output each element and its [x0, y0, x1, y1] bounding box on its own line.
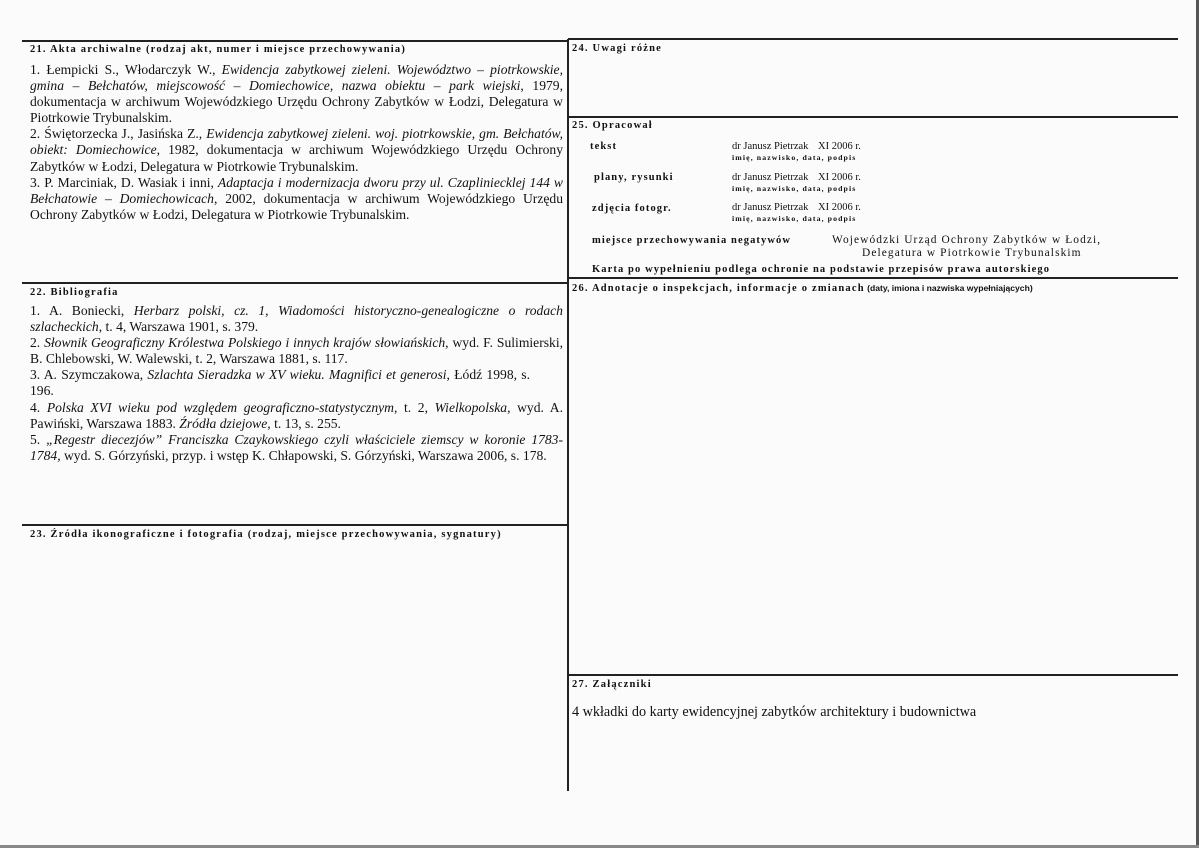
- section-22-title: 22. Bibliografia: [30, 287, 119, 298]
- section-25-title: 25. Opracował: [572, 120, 653, 131]
- section-26-title-note: (daty, imiona i nazwiska wypełniających): [864, 283, 1033, 293]
- top-border-left: [22, 40, 568, 42]
- section-22-body: [30, 303, 563, 464]
- negatives-location-line-1: Wojewódzki Urząd Ochrony Zabytków w Łodzi,: [832, 234, 1102, 246]
- prepared-photos-caption: imię, nazwisko, data, podpis: [732, 214, 857, 223]
- section-27-title: 27. Załączniki: [572, 679, 652, 690]
- divider-21-22: [22, 282, 568, 284]
- center-divider: [567, 39, 569, 791]
- bibliography-entry-5: 5. „Regestr diecezjów” Franciszka Czaykowskiego czyli właściciele ziemscy w koronie 1783-1784, wyd. S. Górzyński, przyp. i wstęp K. Chłapowski, S. Górzyński, Warszawa 2006, s. 178.: [30, 431, 563, 463]
- bibliography-entry-1: 1. A. Boniecki, Herbarz polski, cz. 1, Wiadomości historyczno-genealogiczne o rodach szlacheckich, t. 4, Warszawa 1901, s. 379.: [30, 303, 563, 335]
- prepared-text-date: XI 2006 r.: [818, 141, 861, 152]
- section-21-body: [30, 62, 563, 223]
- prepared-photos-author: dr Janusz Pietrzak: [732, 202, 809, 213]
- divider-24-25: [568, 116, 1178, 118]
- section-24-title: 24. Uwagi różne: [572, 43, 663, 54]
- divider-25-26: [568, 277, 1178, 279]
- prepared-text-label: tekst: [590, 141, 618, 152]
- archive-entry-3: 3. P. Marciniak, D. Wasiak i inni, Adaptacja i modernizacja dworu przy ul. Czapliniecklej 144 w Bełchatowie – Domiechowicach, 2002, dokumentacja w archiwum Wojewódzkiego Urzędu Ochrony Zabytków w Łodzi, Delegatura w Piotrkowie Trybunalskim.: [30, 174, 563, 222]
- prepared-photos-label: zdjęcia fotogr.: [592, 203, 672, 214]
- prepared-plans-author: dr Janusz Pietrzak: [732, 172, 809, 183]
- attachments-text: 4 wkładki do karty ewidencyjnej zabytków architektury i budownictwa: [572, 704, 977, 720]
- negatives-location-label: miejsce przechowywania negatywów: [592, 235, 792, 246]
- prepared-text-author: dr Janusz Pietrzak: [732, 141, 809, 152]
- section-26-title: 26. Adnotacje o inspekcjach, informacje o zmianach (daty, imiona i nazwiska wypełniających): [572, 283, 1033, 294]
- archive-entry-1: 1. Łempicki S., Włodarczyk W., Ewidencja zabytkowej zieleni. Województwo – piotrkowskie, gmina – Bełchatów, miejscowość – Domiechowice, nazwa obiektu – park wiejski, 1979, dokumentacja w archiwum Wojewódzkiego Urzędu Ochrony Zabytków w Łodzi, Delegatura w Piotrkowie Trybunalskim.: [30, 62, 564, 126]
- section-21-title: 21. Akta archiwalne (rodzaj akt, numer i miejsce przechowywania): [30, 44, 407, 55]
- negatives-location-line-2: Delegatura w Piotrkowie Trybunalskim: [862, 247, 1082, 259]
- prepared-text-caption: imię, nazwisko, data, podpis: [732, 153, 857, 162]
- copyright-notice: Karta po wypełnieniu podlega ochronie na podstawie przepisów prawa autorskiego: [592, 264, 1051, 275]
- divider-26-27: [568, 674, 1178, 676]
- prepared-plans-label: plany, rysunki: [594, 172, 674, 183]
- prepared-plans-date: XI 2006 r.: [818, 172, 861, 183]
- bibliography-entry-2: 2. Słownik Geograficzny Królestwa Polskiego i innych krajów słowiańskich, wyd. F. Sulimierski, B. Chlebowski, W. Walewski, t. 2, Warszawa 1881, s. 117.: [30, 335, 564, 367]
- top-border-right: [568, 38, 1178, 40]
- divider-22-23: [22, 524, 568, 526]
- bibliography-entry-3: 3. A. Szymczakowa, Szlachta Sieradzka w XV wieku. Magnifici et generosi, Łódź 1998, s. 196.: [30, 367, 530, 399]
- prepared-photos-date: XI 2006 r.: [818, 202, 861, 213]
- section-23-title: 23. Źródła ikonograficzne i fotografia (rodzaj, miejsce przechowywania, sygnatury): [30, 529, 502, 540]
- prepared-plans-caption: imię, nazwisko, data, podpis: [732, 184, 857, 193]
- archive-entry-2: 2. Świętorzecka J., Jasińska Z., Ewidencja zabytkowej zieleni. woj. piotrkowskie, gm. Bełchatów, obiekt: Domiechowice, 1982, dokumentacja w archiwum Wojewódzkiego Urzędu Ochrony Zabytków w Łodzi, Delegatura w Piotrkowie Trybunalskim.: [30, 126, 564, 174]
- bibliography-entry-4: 4. Polska XVI wieku pod względem geograficzno-statystycznym, t. 2, Wielkopolska, wyd. A. Pawiński, Warszawa 1883. Źródła dziejowe, t. 13, s. 255.: [30, 399, 563, 431]
